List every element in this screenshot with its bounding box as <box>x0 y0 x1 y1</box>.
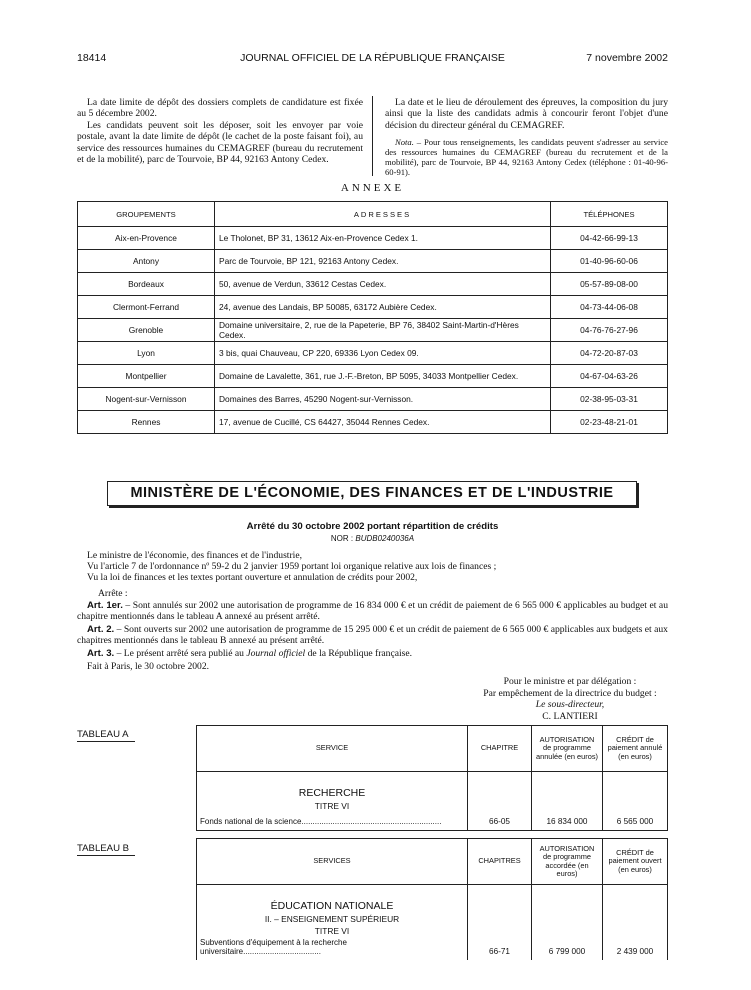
group-cell: Rennes <box>78 411 215 434</box>
ap-cell: 6 799 000 <box>532 885 603 961</box>
signature-line: Le sous-directeur, <box>535 699 605 710</box>
article-2 <box>77 624 668 646</box>
group-cell: Aix-en-Provence <box>78 227 215 250</box>
ap-cell: 16 834 000 <box>532 772 603 831</box>
page-header <box>77 52 668 68</box>
table-row <box>78 319 668 342</box>
service-label: Fonds national de la science............................................................... <box>200 817 442 826</box>
nota-label: Nota. <box>395 137 414 148</box>
section-heading: RECHERCHE <box>298 787 366 799</box>
done-at: Fait à Paris, le 30 octobre 2002. <box>87 661 210 672</box>
phone-cell: 05-57-89-08-00 <box>551 273 668 296</box>
column-header: CRÉDIT de paiement annulé (en euros) <box>603 726 668 772</box>
tableau-b-label: TABLEAU B <box>77 843 135 856</box>
column-header: ADRESSES <box>215 202 551 227</box>
service-label: Subventions d'équipement à la recherche universitaire................................... <box>200 938 347 956</box>
article-text: – Sont annulés sur 2002 une autorisation de programme de 16 834 000 € et un crédit de paiement de 6 565 000 € applicables au budget et au chapitre mentionnés dans le tableau A annexé au présent arrêté. <box>77 600 668 622</box>
table-row <box>78 388 668 411</box>
article-3 <box>77 648 668 659</box>
column-header: GROUPEMENTS <box>78 202 215 227</box>
signature-block <box>440 676 700 722</box>
address-cell: Domaines des Barres, 45290 Nogent-sur-Vernisson. <box>215 388 551 411</box>
table-row <box>78 273 668 296</box>
nota-text: – Pour tous renseignements, les candidats peuvent s'adresser au service des ressources humaines du CEMAGREF (bureau du recrutement et de la mobilité), parc de Tourvoie, BP 44, 92163 Antony Cedex (téléphone : 01-40-96-60-91). <box>385 137 668 178</box>
issue-date: 7 novembre 2002 <box>586 52 668 64</box>
preamble-line: Le ministre de l'économie, des finances et de l'industrie, <box>87 550 302 561</box>
signature-line: Pour le ministre et par délégation : <box>503 676 637 687</box>
article-1 <box>77 600 668 622</box>
annex-title: ANNEXE <box>340 182 405 194</box>
title-heading: TITRE VI <box>314 926 350 936</box>
nor-label: NOR : <box>330 534 356 543</box>
paragraph: La date et le lieu de déroulement des épreuves, la composition du jury ainsi que la liste des candidats admis à concourir feront l'objet d'une décision du directeur général du CEMAGREF. <box>385 97 668 131</box>
phone-cell: 04-73-44-06-08 <box>551 296 668 319</box>
tableau-a-table <box>196 725 668 831</box>
group-cell: Nogent-sur-Vernisson <box>78 388 215 411</box>
preamble-line: Vu l'article 7 de l'ordonnance nº 59-2 du 2 janvier 1959 portant loi organique relative aux lois de finances ; <box>87 561 497 572</box>
article-text: – Le présent arrêté sera publié au <box>114 648 247 659</box>
address-cell: 17, avenue de Cucillé, CS 64427, 35044 Rennes Cedex. <box>215 411 551 434</box>
journal-name: Journal officiel <box>246 648 306 659</box>
intro-left-column <box>77 97 363 165</box>
table-row <box>78 411 668 434</box>
intro-right-column <box>385 97 668 177</box>
column-divider <box>372 96 373 176</box>
article-text: de la République française. <box>305 648 413 659</box>
phone-cell: 02-38-95-03-31 <box>551 388 668 411</box>
column-header: CHAPITRES <box>468 839 532 885</box>
tableau-a-label: TABLEAU A <box>77 729 135 742</box>
service-cell <box>197 885 468 961</box>
group-cell: Lyon <box>78 342 215 365</box>
section-heading: ÉDUCATION NATIONALE <box>270 900 394 912</box>
preamble-line: Vu la loi de finances et les textes portant ouverture et annulation de crédits pour 2002, <box>87 572 418 583</box>
annex-table <box>77 201 668 434</box>
group-cell: Clermont-Ferrand <box>78 296 215 319</box>
table-header-row <box>78 202 668 227</box>
cp-cell: 2 439 000 <box>603 885 668 961</box>
table-row <box>197 772 668 831</box>
address-cell: 50, avenue de Verdun, 33612 Cestas Cedex. <box>215 273 551 296</box>
table-row <box>197 885 668 961</box>
article-text: – Sont ouverts sur 2002 une autorisation de programme de 15 295 000 € et un crédit de paiement de 6 565 000 € applicables aux budgets et aux chapitres mentionnés dans le tableau B annexé au présent arrêté. <box>77 624 668 646</box>
article-label: Art. 1er. <box>87 600 123 611</box>
phone-cell: 01-40-96-60-06 <box>551 250 668 273</box>
subsection-heading: II. – ENSEIGNEMENT SUPÉRIEUR <box>264 914 400 924</box>
group-cell: Montpellier <box>78 365 215 388</box>
arrete-word: Arrête : <box>98 588 128 599</box>
title-heading: TITRE VI <box>314 801 350 811</box>
signature-line: Par empêchement de la directrice du budget : <box>483 687 657 699</box>
table-row <box>78 250 668 273</box>
phone-cell: 04-67-04-63-26 <box>551 365 668 388</box>
column-header: CHAPITRE <box>468 726 532 772</box>
table-row <box>78 365 668 388</box>
column-header: AUTORISATION de programme accordée (en euros) <box>532 839 603 885</box>
cp-cell: 6 565 000 <box>603 772 668 831</box>
paragraph: La date limite de dépôt des dossiers complets de candidature est fixée au 5 décembre 2002. <box>77 97 363 120</box>
tableau-b-table <box>196 838 668 960</box>
address-cell: 24, avenue des Landais, BP 50085, 63172 Aubière Cedex. <box>215 296 551 319</box>
column-header: SERVICE <box>197 726 468 772</box>
column-header: SERVICES <box>197 839 468 885</box>
column-header: CRÉDIT de paiement ouvert (en euros) <box>603 839 668 885</box>
ministry-banner: MINISTÈRE DE L'ÉCONOMIE, DES FINANCES ET DE L'INDUSTRIE <box>107 481 637 506</box>
service-cell <box>197 772 468 831</box>
nor-reference <box>77 534 668 543</box>
phone-cell: 04-72-20-87-03 <box>551 342 668 365</box>
chapter-cell: 66-71 <box>468 885 532 961</box>
address-cell: 3 bis, quai Chauveau, CP 220, 69336 Lyon Cedex 09. <box>215 342 551 365</box>
group-cell: Bordeaux <box>78 273 215 296</box>
table-row <box>78 296 668 319</box>
nor-code: BUDB0240036A <box>355 534 415 543</box>
decree-title: Arrêté du 30 octobre 2002 portant répartition de crédits <box>246 521 499 532</box>
column-header: AUTORISATION de programme annulée (en euros) <box>532 726 603 772</box>
table-header-row <box>197 839 668 885</box>
table-row <box>78 342 668 365</box>
signatory-name: C. LANTIERI <box>542 710 598 722</box>
nota-paragraph <box>385 137 668 177</box>
address-cell: Domaine universitaire, 2, rue de la Papeterie, BP 76, 38402 Saint-Martin-d'Hères Cedex. <box>215 319 551 342</box>
phone-cell: 04-42-66-99-13 <box>551 227 668 250</box>
chapter-cell: 66-05 <box>468 772 532 831</box>
group-cell: Grenoble <box>78 319 215 342</box>
paragraph: Les candidats peuvent soit les déposer, soit les envoyer par voie postale, avant la date limite de dépôt (le cachet de la poste faisant foi), au service des ressources humaines du CEMAGREF (bureau du recrutement et de la mobilité), parc de Tourvoie, BP 44, 92163 Antony Cedex. <box>77 119 363 166</box>
address-cell: Domaine de Lavalette, 361, rue J.-F.-Breton, BP 5095, 34033 Montpellier Cedex. <box>215 365 551 388</box>
journal-title: JOURNAL OFFICIEL DE LA RÉPUBLIQUE FRANÇAISE <box>240 52 505 64</box>
table-row <box>78 227 668 250</box>
table-header-row <box>197 726 668 772</box>
phone-cell: 02-23-48-21-01 <box>551 411 668 434</box>
column-header: TÉLÉPHONES <box>551 202 668 227</box>
article-label: Art. 2. <box>87 624 115 635</box>
group-cell: Antony <box>78 250 215 273</box>
article-label: Art. 3. <box>87 648 115 659</box>
phone-cell: 04-76-76-27-96 <box>551 319 668 342</box>
address-cell: Parc de Tourvoie, BP 121, 92163 Antony Cedex. <box>215 250 551 273</box>
address-cell: Le Tholonet, BP 31, 13612 Aix-en-Provence Cedex 1. <box>215 227 551 250</box>
page-number: 18414 <box>77 52 107 64</box>
